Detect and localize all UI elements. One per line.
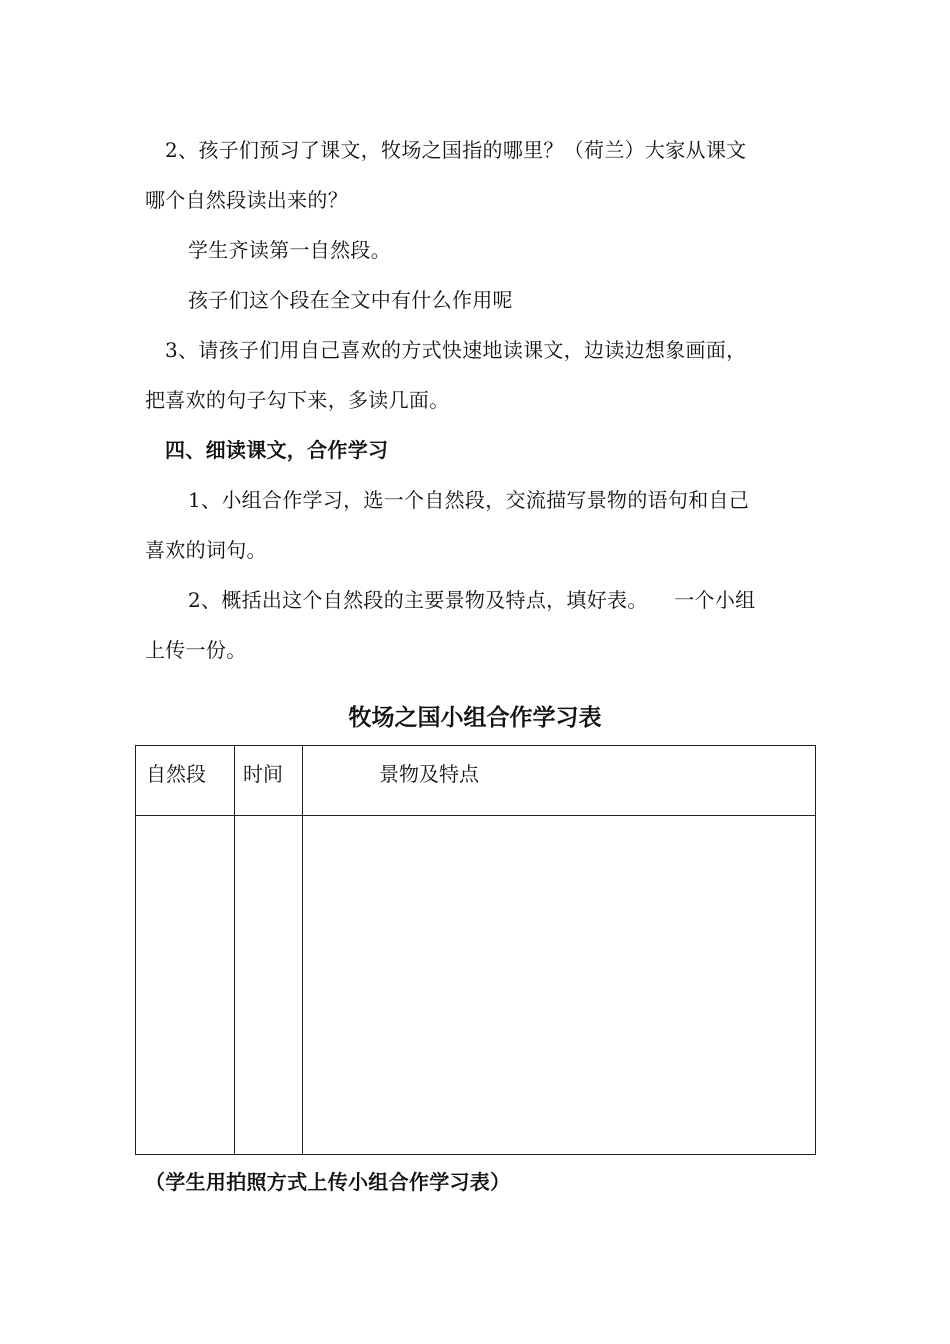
table-title: 牧场之国小组合作学习表 — [348, 705, 602, 731]
header-scenery-label: 景物及特点 — [379, 762, 479, 786]
table-row — [136, 816, 816, 1155]
footnote: （学生用拍照方式上传小组合作学习表） — [145, 1170, 511, 1194]
header-cell-paragraph — [136, 746, 235, 816]
section-4-item-2-line-1: 2、概括出这个自然段的主要景物及特点，填好表。 一个小组 — [188, 588, 756, 612]
study-table — [135, 745, 816, 1155]
section-4-item-2-line-2: 上传一份。 — [145, 638, 247, 662]
table-cell-paragraph — [136, 816, 235, 1155]
paragraph-3-line-1: 3、请孩子们用自己喜欢的方式快速地读课文，边读边想象画面， — [165, 338, 747, 362]
paragraph-2-line-1: 2、孩子们预习了课文，牧场之国指的哪里？（荷兰）大家从课文 — [165, 138, 747, 162]
section-4-item-1-line-2: 喜欢的词句。 — [145, 538, 267, 562]
section-4-heading: 四、细读课文，合作学习 — [165, 438, 389, 462]
paragraph-question: 孩子们这个段在全文中有什么作用呢 — [188, 288, 513, 312]
table-cell-scenery — [303, 816, 816, 1155]
paragraph-2-line-2: 哪个自然段读出来的？ — [145, 188, 348, 212]
table-header-row — [136, 746, 816, 816]
header-paragraph-label: 自然段 — [146, 762, 206, 786]
header-cell-scenery — [303, 746, 816, 816]
header-time-label: 时间 — [243, 762, 283, 786]
table-cell-time — [235, 816, 303, 1155]
paragraph-read-aloud: 学生齐读第一自然段。 — [188, 238, 391, 262]
paragraph-3-line-2: 把喜欢的句子勾下来，多读几面。 — [145, 388, 450, 412]
section-4-item-1-line-1: 1、小组合作学习，选一个自然段，交流描写景物的语句和自己 — [188, 488, 750, 512]
header-cell-time — [235, 746, 303, 816]
